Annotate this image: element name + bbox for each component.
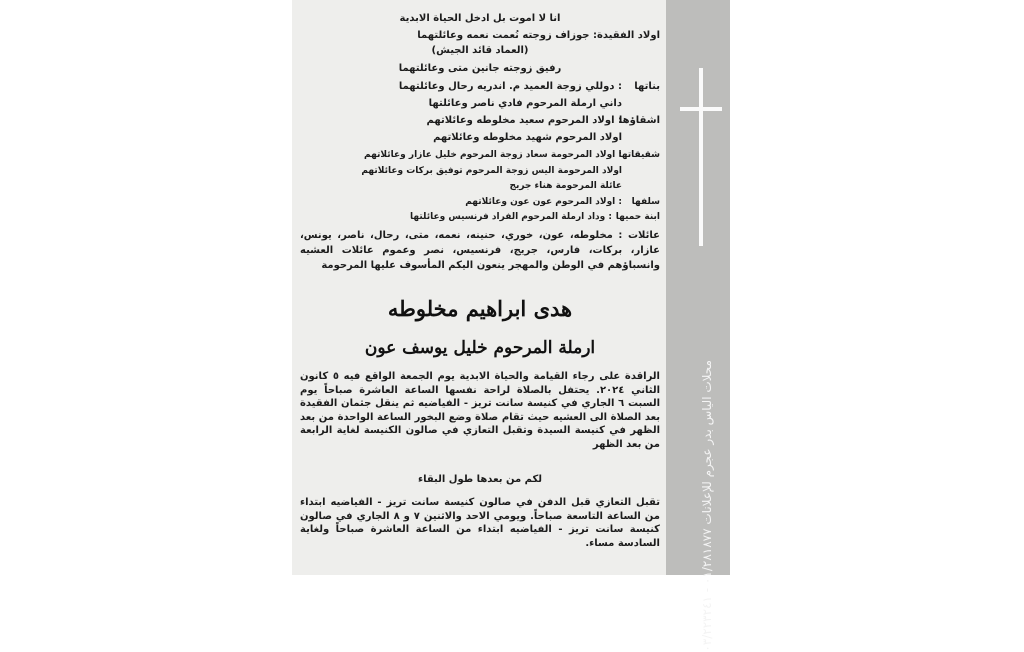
sisters-line-2 <box>300 165 660 178</box>
inlaw-text-1: : اولاد المرحوم عون عون وعائلاتهم <box>465 197 622 207</box>
daughters-line-1 <box>300 80 660 93</box>
daughters-label: بناتها <box>634 81 660 92</box>
notice-text <box>300 0 660 575</box>
cousin-line-1 <box>300 211 660 224</box>
daughters-line-2 <box>300 97 660 110</box>
daughters-text-1: : دوللي زوجة العميد م. اندريه رحال وعائلتهما <box>398 81 622 92</box>
sisters-text-3: عائلة المرحومة هناء جريج <box>509 181 622 191</box>
sisters-text-2: اولاد المرحومة اليس زوجة المرحوم توفيق بركات وعائلاتهم <box>361 166 622 176</box>
brothers-line-2 <box>300 131 660 144</box>
sisters-line-1 <box>300 149 660 162</box>
deceased-name: هدى ابراهيم مخلوطه <box>387 296 573 321</box>
cross-icon <box>699 68 703 246</box>
condolences-paragraph: تقبل التعازي قبل الدفن في صالون كنيسة سانت تريز - الفياضيه ابتداء من الساعة التاسعة صباحاً. ويومي الاحد والاثنين ٧ و ٨ الجاري في صالون كنيسة سانت تريز - الفياضيه ابتداء من الساعة العاشرة صباحاً ولغاية السادسة مساء. <box>300 497 660 549</box>
deceased-title: ارملة المرحوم خليل يوسف عون <box>364 338 596 358</box>
side-border-strip <box>666 0 730 652</box>
inlaw-label: سلفها <box>631 197 660 207</box>
brothers-text-1: : اولاد المرحوم سعيد مخلوطه وعائلاتهم <box>426 115 622 126</box>
children-text-1: : جوزاف زوجته نُعمت نعمه وعائلتهما <box>417 30 597 41</box>
obituary-notice <box>292 0 730 652</box>
inlaw-line-1 <box>300 196 660 209</box>
families-paragraph: عائلات : مخلوطه، عون، خوري، حنينه، نعمه، متى، رحال، ناصر، يونس، عازار، بركات، فارس، جريج، فرنسيس، نصر وعموم عائلات العشيه وانسباؤهم في الوطن والمهجر ينعون اليكم المأسوف عليها المرحومة <box>300 230 660 271</box>
children-line-3: رفيق زوجته جانين متى وعائلتهما <box>398 63 562 74</box>
sisters-label: شقيقاتها <box>618 150 660 160</box>
children-line-2: (العماد قائد الجيش) <box>431 45 529 56</box>
daughters-text-2: داني ارملة المرحوم فادي ناصر وعائلتها <box>428 98 622 109</box>
cousin-label: ابنة حميها <box>615 212 660 222</box>
funeral-paragraph: الراقدة على رجاء القيامة والحياة الابدية يوم الجمعة الواقع فيه ٥ كانون الثاني ٢٠٢٤. يحتفل بالصلاة لراحة نفسها الساعة العاشرة صباحاً يوم السبت ٦ الجاري في كنيسة سانت تريز - الفياضيه ثم ينقل جثمان الفقيدة بعد الصلاة الى العشيه حيث تقام صلاة وضع البخور الساعة الواحدة من بعد الظهر في كنيسة السيدة وتقبل التعازي في صالون الكنيسة لغاية الرابعة من بعد الظهر <box>300 371 660 450</box>
children-line-1 <box>300 29 660 42</box>
cousin-text-1: : وداد ارملة المرحوم الفراد فرنسيس وعائلتها <box>410 212 612 222</box>
children-label: اولاد الفقيدة <box>596 30 660 41</box>
sisters-text-1: : اولاد المرحومة سعاد زوجة المرحوم خليل عازار وعائلاتهم <box>364 150 622 160</box>
closing-line: لكم من بعدها طول البقاء <box>417 474 543 485</box>
side-publisher-text: محلات الياس بدر عجرم للإعلانات ٠١/٢٨١٨٧٧ - ٠٣/٢٢٣٢٤١ <box>700 360 714 652</box>
cross-icon-bar <box>680 107 722 111</box>
brothers-text-2: اولاد المرحوم شهيد مخلوطه وعائلاتهم <box>433 132 622 143</box>
sisters-line-3 <box>300 180 660 193</box>
intro-line: انا لا اموت بل ادخل الحياة الابدية <box>399 13 561 24</box>
brothers-label: اشقاؤها <box>618 115 660 126</box>
brothers-line-1 <box>300 114 660 127</box>
